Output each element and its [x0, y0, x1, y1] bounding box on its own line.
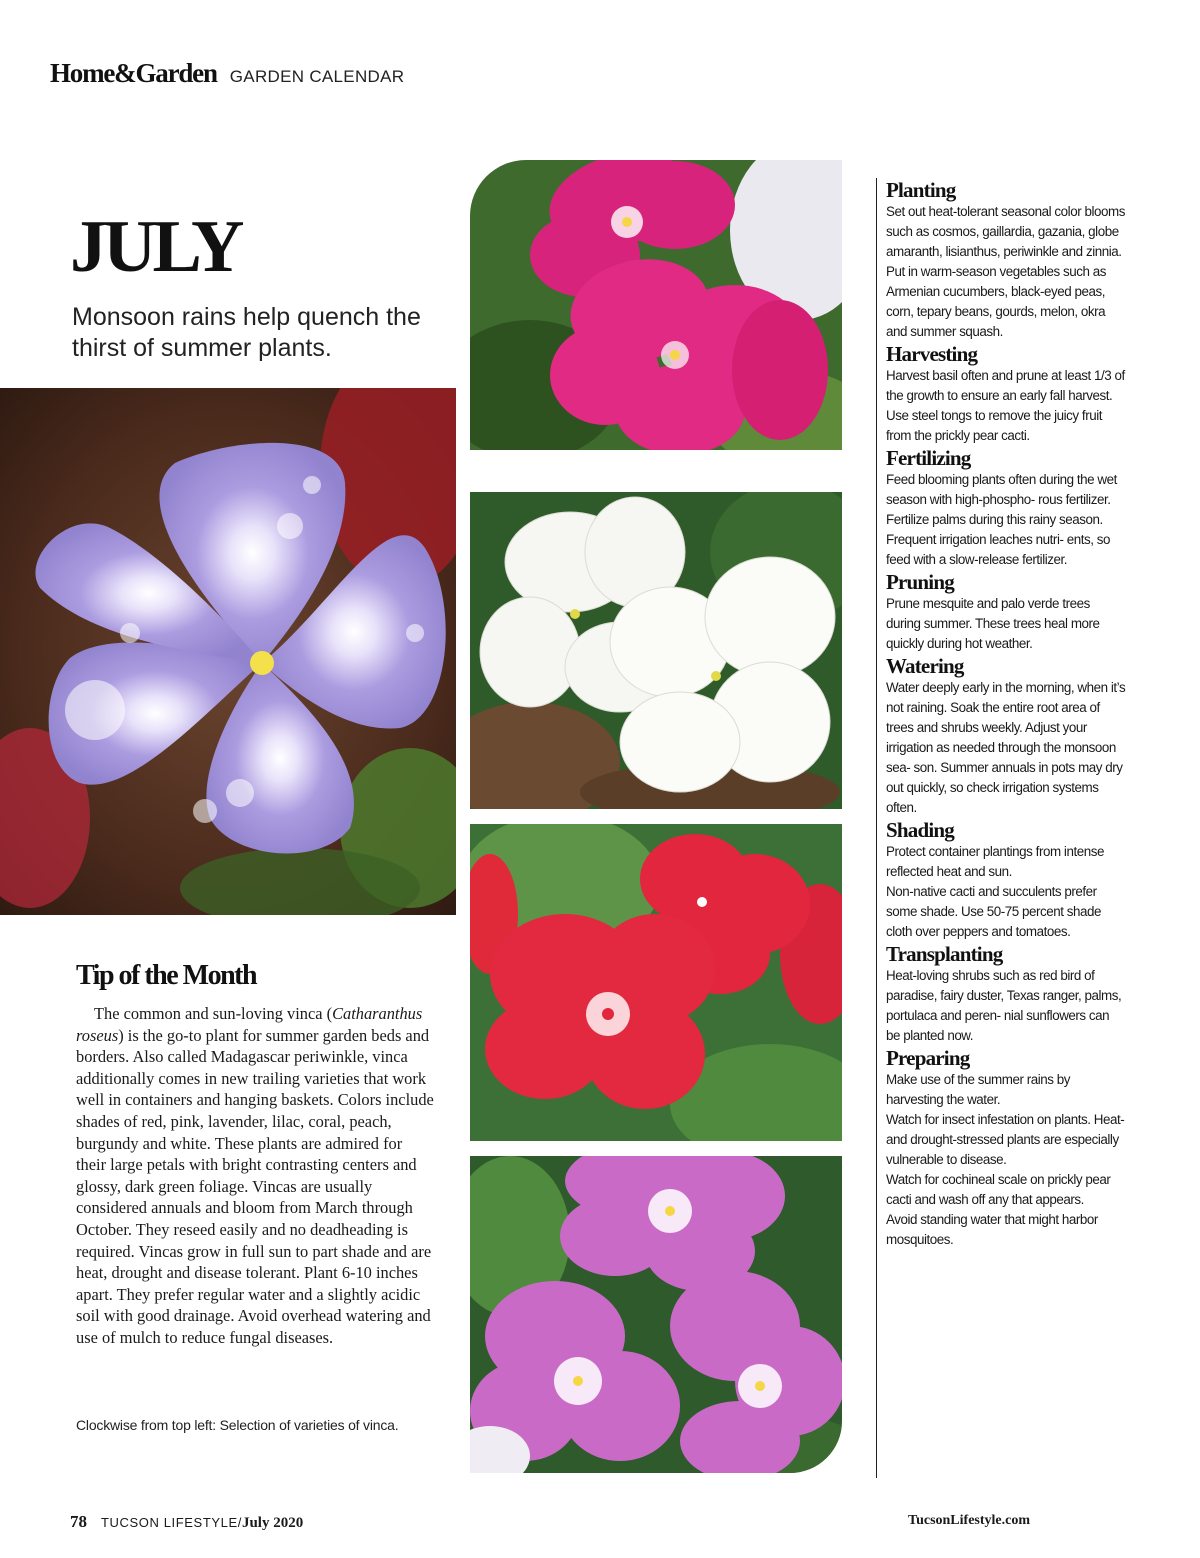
photo-caption: Clockwise from top left: Selection of varieties of vinca. — [76, 1417, 399, 1433]
section-paragraph: Avoid standing water that might harbor mosquitoes. — [886, 1212, 1098, 1247]
calendar-section-transplanting — [886, 942, 1126, 1046]
section-heading: Transplanting — [886, 942, 1003, 966]
tip-body-start: The common and sun-loving vinca ( — [94, 1004, 333, 1023]
section-paragraph: Watch for cochineal scale on prickly pear cacti and wash off any that appears. — [886, 1172, 1111, 1207]
tip-of-the-month-heading: Tip of the Month — [76, 960, 257, 991]
section-paragraph: Prune mesquite and palo verde trees during summer. These trees heal more quickly during hot weather. — [886, 596, 1100, 651]
tip-body-botanical-name: Catharanthus roseus — [76, 1004, 423, 1045]
section-paragraph: Non-native cacti and succulents prefer some shade. Use 50-75 percent shade cloth over peppers and tomatoes. — [886, 884, 1102, 939]
section-paragraph: Heat-loving shrubs such as red bird of paradise, fairy duster, Texas ranger, palms, portulaca and peren- nial sunflowers can be planted now. — [886, 968, 1122, 1043]
red-vinca-photo — [470, 824, 842, 1141]
section-paragraph: Frequent irrigation leaches nutri- ents, so feed with a slow-release fertilizer. — [886, 532, 1111, 567]
calendar-section-watering — [886, 654, 1126, 818]
tip-body-end: ) is the go-to plant for summer garden beds and borders. Also called Madagascar periwinkle, vinca additionally comes in new trailing varieties that work well in containers and hanging baskets. Colors include shades of red, pink, lavender, lilac, coral, peach, burgundy and white. These plants are admired for their large petals with bright contrasting centers and glossy, dark green foliage. Vincas are usually considered annuals and bloom from March through October. They reseed easily and no deadheading is required. Vincas grow in full sun to part shade and are heat, drought and disease tolerant. Plant 6-10 inches apart. They prefer regular water and a slightly acidic soil with good drainage. Avoid overhead watering and use of mulch to reduce fungal diseases. — [76, 1025, 434, 1347]
section-paragraph: Protect container plantings from intense reflected heat and sun. — [886, 844, 1104, 879]
section-paragraph: Water deeply early in the morning, when it’s not raining. Soak the entire root area of trees and shrubs weekly. Adjust your irrigation as needed through the monsoon sea- son. Summer annuals in pots may dry out quickly, so check irrigation systems often. — [886, 680, 1126, 815]
section-heading: Preparing — [886, 1046, 970, 1070]
section-heading: Harvesting — [886, 342, 978, 366]
page-footer — [70, 1512, 303, 1532]
section-paragraph: Use steel tongs to remove the juicy fruit from the prickly pear cacti. — [886, 408, 1102, 443]
footer-separator: / — [237, 1515, 242, 1530]
calendar-section-pruning — [886, 570, 1126, 654]
page-header — [50, 58, 404, 89]
magazine-name: TUCSON LIFESTYLE — [101, 1515, 238, 1530]
section-paragraph: Feed blooming plants often during the wet season with high-phospho- rous fertilizer. Fertilize palms during this rainy season. — [886, 472, 1117, 527]
section-paragraph: Make use of the summer rains by harvesting the water. — [886, 1072, 1071, 1107]
page-number: 78 — [70, 1512, 87, 1531]
section-name: GARDEN CALENDAR — [229, 67, 405, 86]
brand-name: Home&Garden — [50, 58, 217, 88]
section-heading: Fertilizing — [886, 446, 971, 470]
calendar-section-harvesting — [886, 342, 1126, 446]
section-heading: Watering — [886, 654, 964, 678]
section-heading: Pruning — [886, 570, 954, 594]
month-title: JULY — [70, 206, 241, 288]
section-heading: Planting — [886, 178, 956, 202]
section-heading: Shading — [886, 818, 954, 842]
calendar-section-fertilizing — [886, 446, 1126, 570]
calendar-section-planting — [886, 178, 1126, 342]
section-paragraph: Put in warm-season vegetables such as Armenian cucumbers, black-eyed peas, corn, tepary beans, gourds, melon, okra and summer squash. — [886, 264, 1107, 339]
issue-date: July 2020 — [241, 1515, 304, 1531]
month-subtitle: Monsoon rains help quench the thirst of summer plants. — [72, 303, 421, 362]
tip-of-the-month-body — [76, 1003, 436, 1349]
orchid-vinca-photo — [470, 1156, 842, 1473]
calendar-section-shading — [886, 818, 1126, 942]
section-paragraph: Watch for insect infestation on plants. Heat- and drought-stressed plants are especially vulnerable to disease. — [886, 1112, 1125, 1167]
section-paragraph: Set out heat-tolerant seasonal color blooms such as cosmos, gaillardia, gazania, globe amaranth, lisianthus, periwinkle and zinnia. — [886, 204, 1125, 259]
garden-calendar-column — [876, 178, 1126, 1478]
website-link[interactable]: TucsonLifestyle.com — [908, 1513, 1030, 1528]
lavender-vinca-photo — [0, 388, 456, 915]
section-paragraph: Harvest basil often and prune at least 1/3 of the growth to ensure an early fall harvest. — [886, 368, 1125, 403]
calendar-section-preparing — [886, 1046, 1126, 1250]
magenta-vinca-photo — [470, 160, 842, 450]
white-vinca-photo — [470, 492, 842, 809]
